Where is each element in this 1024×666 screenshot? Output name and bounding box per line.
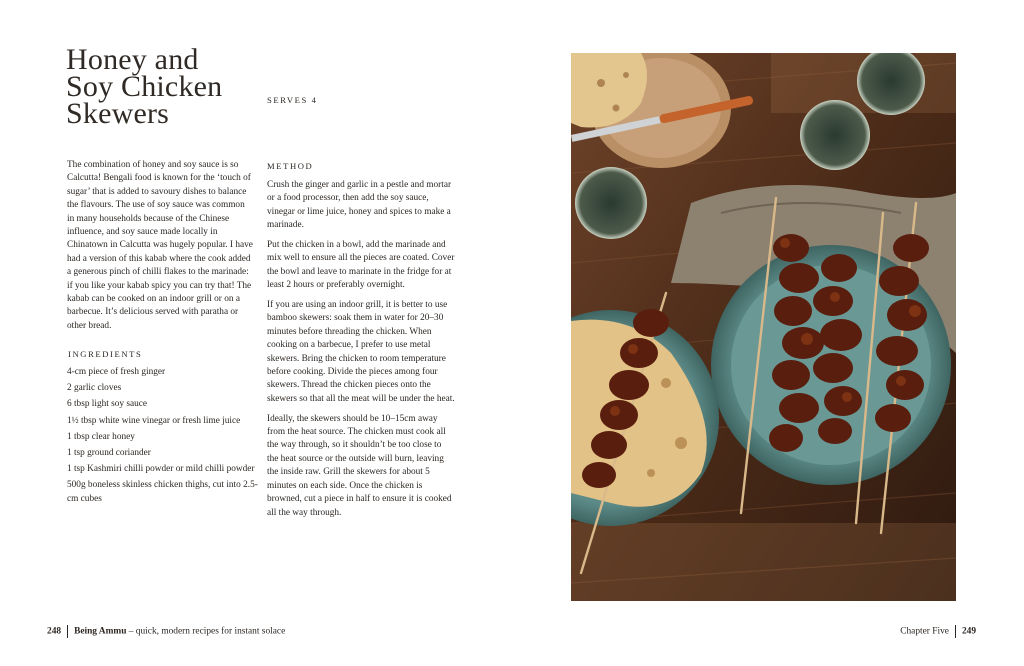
- ingredient-item: 1½ tbsp white wine vinegar or fresh lime juice: [67, 415, 241, 426]
- chapter-label: Chapter Five: [900, 626, 949, 637]
- serves-label: SERVES 4: [267, 95, 318, 105]
- ingredients-heading: INGREDIENTS: [68, 349, 143, 359]
- ingredient-item: 6 tbsp light soy sauce: [67, 399, 148, 410]
- page-number-right: 249: [961, 626, 976, 637]
- title-line: Skewers: [66, 97, 170, 130]
- footer-divider: [955, 625, 956, 638]
- recipe-intro: The combination of honey and soy sauce is so Calcutta! Bengali food is known for the ‘touch of sugar’ that is added to savoury dishes to balance the flavours. The use of soy sauce was common in many households because of the Chinese influence, and soy sauce made locally in Chinatown in Calcutta was hugely popular. I have had a version of this kabab where the cook added a generous pinch of chilli flakes to the marinade: if you like your kabab spicy you can try that! The kabab can be cooked on an indoor grill or on a barbecue. It’s delicious served with paratha or other bread.: [67, 160, 253, 331]
- title-line: Soy Chicken: [66, 70, 223, 103]
- method-step: Crush the ginger and garlic in a pestle and mortar or a food processor, then add the soy sauce, vinegar or lime juice, honey and spices to make a marinade.: [267, 180, 452, 231]
- recipe-photo: [571, 53, 956, 601]
- book-subtitle: – quick, modern recipes for instant solace: [126, 626, 286, 637]
- ingredients-list: [67, 366, 263, 509]
- footer-left: [47, 625, 285, 638]
- ingredient-item: 1 tsp Kashmiri chilli powder or mild chilli powder: [67, 464, 255, 475]
- method-step: Ideally, the skewers should be 10–15cm away from the heat source. The chicken must cook all the way through, so it shouldn’t be too close to the heat source or the outside will burn, leaving the inside raw. Grill the skewers for about 5 minutes on each side. Once the chicken is browned, cut a piece in half to ensure it is cooked all the way through.: [267, 413, 452, 518]
- ingredient-item: 2 garlic cloves: [67, 383, 122, 394]
- footer-right: [900, 625, 976, 638]
- ingredient-item: 500g boneless skinless chicken thighs, cut into 2.5-cm cubes: [67, 480, 258, 504]
- ingredient-item: 1 tbsp clear honey: [67, 431, 135, 442]
- method-steps: [267, 179, 455, 526]
- page-number-left: 248: [47, 626, 62, 637]
- title-line: Honey and: [66, 43, 199, 76]
- ingredient-item: 1 tsp ground coriander: [67, 448, 151, 459]
- book-title: Being Ammu: [74, 626, 127, 637]
- ingredient-item: 4-cm piece of fresh ginger: [67, 367, 166, 377]
- footer-divider: [67, 625, 68, 638]
- method-heading: METHOD: [267, 161, 314, 171]
- method-step: Put the chicken in a bowl, add the marinade and mix well to ensure all the pieces are coated. Cover the bowl and leave to marinate in the fridge for at least 2 hours or preferably overnight.: [267, 240, 455, 291]
- method-step: If you are using an indoor grill, it is better to use bamboo skewers: soak them in water for 20–30 minutes before threading the chicken. When cooking on a barbecue, I prefer to use metal skewers. Bring the chicken to room temperature before cooking. Divide the pieces among four skewers. Thread the chicken pieces onto the skewers so that all the meat will be under the heat.: [267, 300, 455, 404]
- recipe-title: [66, 43, 266, 130]
